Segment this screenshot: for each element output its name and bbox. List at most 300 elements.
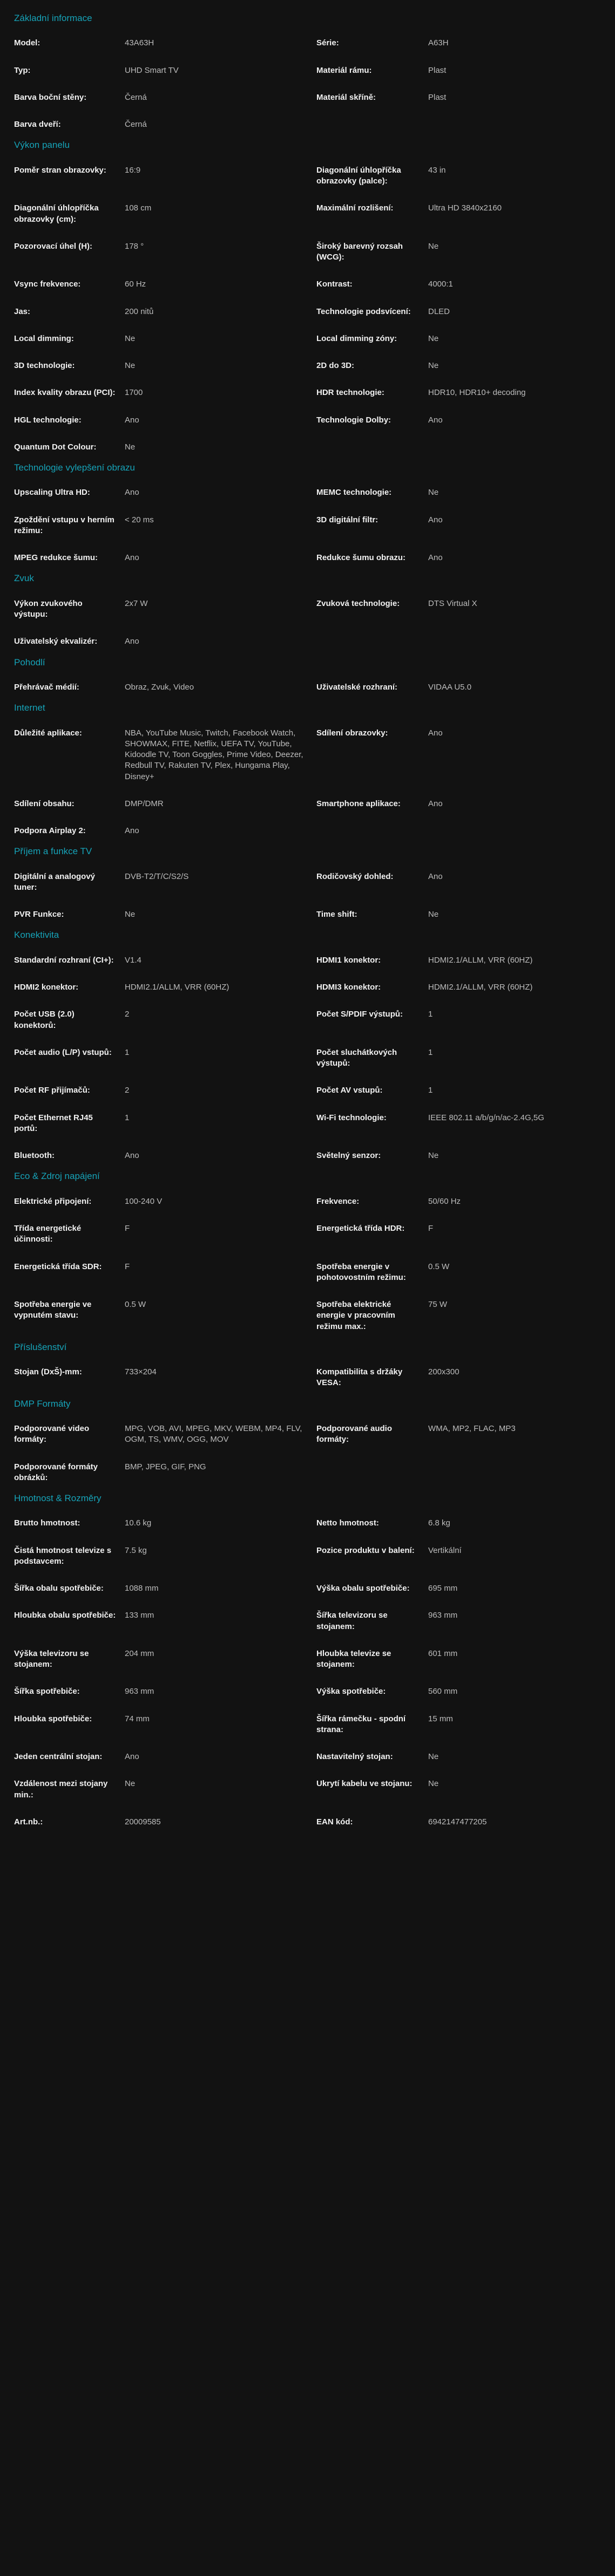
spec-row bbox=[316, 333, 615, 344]
spec-row bbox=[316, 165, 615, 187]
spec-row bbox=[14, 1150, 316, 1161]
spec-row bbox=[14, 487, 316, 498]
spec-rows bbox=[14, 165, 601, 453]
spec-label: Šířka obalu spotřebiče: bbox=[14, 1584, 104, 1593]
spec-value: Ne bbox=[428, 361, 439, 371]
spec-row bbox=[14, 306, 316, 317]
spec-value: 733×204 bbox=[125, 1367, 157, 1377]
spec-label: Digitální a analogový tuner: bbox=[14, 871, 96, 892]
spec-row bbox=[316, 1686, 615, 1697]
spec-value: HDMI2.1/ALLM, VRR (60HZ) bbox=[428, 983, 533, 992]
spec-label: Model: bbox=[14, 38, 40, 48]
spec-row bbox=[14, 1518, 316, 1529]
spec-row bbox=[14, 360, 316, 371]
spec-label: Zvuková technologie: bbox=[316, 598, 400, 608]
spec-label: Vzdálenost mezi stojany min.: bbox=[14, 1779, 108, 1800]
spec-value: 1 bbox=[428, 1047, 433, 1057]
spec-row bbox=[316, 1648, 615, 1671]
section-title: Zvuk bbox=[14, 573, 34, 584]
spec-row bbox=[14, 1648, 316, 1671]
spec-row bbox=[14, 38, 316, 49]
spec-row bbox=[14, 1262, 316, 1284]
spec-rows bbox=[14, 1423, 601, 1483]
spec-label: HDMI3 konektor: bbox=[316, 983, 381, 992]
spec-label: Uživatelské rozhraní: bbox=[316, 682, 398, 692]
spec-rows bbox=[14, 1367, 601, 1389]
spec-row bbox=[316, 487, 615, 498]
spec-row bbox=[316, 1423, 615, 1446]
spec-row bbox=[316, 799, 615, 809]
spec-row bbox=[14, 1047, 316, 1069]
spec-label: PVR Funkce: bbox=[14, 910, 64, 919]
spec-value: 200x300 bbox=[428, 1367, 459, 1377]
spec-section-vykon-panelu bbox=[14, 140, 601, 453]
spec-value: UHD Smart TV bbox=[125, 65, 179, 75]
spec-row bbox=[14, 279, 316, 290]
spec-row bbox=[316, 1262, 615, 1284]
spec-label: Sdílení obsahu: bbox=[14, 799, 75, 808]
spec-label: Zpoždění vstupu v herním režimu: bbox=[14, 515, 114, 535]
spec-rows bbox=[14, 955, 601, 1162]
spec-value: Ano bbox=[125, 488, 139, 498]
spec-label: Pozorovací úhel (H): bbox=[14, 241, 93, 251]
spec-label: Počet audio (L/P) vstupů: bbox=[14, 1047, 112, 1057]
spec-label: Světelný senzor: bbox=[316, 1151, 381, 1161]
spec-label: Pozice produktu v balení: bbox=[316, 1545, 415, 1555]
spec-row bbox=[316, 415, 615, 426]
spec-row bbox=[14, 1113, 316, 1135]
spec-label: Podpora Airplay 2: bbox=[14, 826, 86, 836]
spec-label: Uživatelský ekvalizér: bbox=[14, 637, 98, 646]
spec-row bbox=[14, 1223, 316, 1245]
spec-value: 4000:1 bbox=[428, 280, 453, 289]
spec-value: F bbox=[125, 1224, 130, 1234]
spec-value: 2 bbox=[125, 1086, 130, 1095]
spec-row bbox=[316, 241, 615, 263]
spec-value: DMP/DMR bbox=[125, 799, 164, 808]
spec-label: MEMC technologie: bbox=[316, 488, 392, 498]
spec-value: 10.6 kg bbox=[125, 1518, 152, 1528]
spec-value: 43A63H bbox=[125, 38, 154, 48]
spec-label: Barva boční stěny: bbox=[14, 92, 87, 102]
spec-label: Hloubka obalu spotřebiče: bbox=[14, 1611, 116, 1620]
section-title: DMP Formáty bbox=[14, 1398, 71, 1409]
spec-value: Plast bbox=[428, 92, 447, 102]
spec-row bbox=[316, 1610, 615, 1632]
section-title: Konektivita bbox=[14, 930, 59, 941]
spec-row bbox=[14, 553, 316, 563]
spec-label: Technologie podsvícení: bbox=[316, 306, 411, 316]
spec-value: Ano bbox=[428, 515, 443, 524]
spec-row bbox=[14, 415, 316, 426]
spec-section-pohodli bbox=[14, 657, 601, 693]
spec-value: Ano bbox=[125, 826, 139, 836]
spec-value: Černá bbox=[125, 92, 147, 102]
spec-row bbox=[14, 1610, 316, 1632]
spec-row bbox=[316, 306, 615, 317]
spec-row bbox=[316, 1518, 615, 1529]
spec-section-zakladni-informace bbox=[14, 13, 601, 130]
spec-value: A63H bbox=[428, 38, 449, 48]
section-title: Technologie vylepšení obrazu bbox=[14, 462, 135, 473]
spec-label: HDMI1 konektor: bbox=[316, 955, 381, 965]
spec-row bbox=[14, 1778, 316, 1801]
spec-label: Local dimming zóny: bbox=[316, 333, 397, 343]
spec-label: Podporované audio formáty: bbox=[316, 1424, 393, 1444]
section-title: Příjem a funkce TV bbox=[14, 846, 92, 857]
spec-label: Quantum Dot Colour: bbox=[14, 442, 97, 452]
spec-row bbox=[14, 442, 316, 453]
spec-label: Důležité aplikace: bbox=[14, 728, 82, 738]
spec-value: F bbox=[428, 1224, 434, 1234]
spec-value: 1700 bbox=[125, 388, 143, 398]
spec-row bbox=[14, 1367, 316, 1389]
spec-value: 100-240 V bbox=[125, 1196, 163, 1206]
spec-row bbox=[316, 1009, 615, 1031]
spec-label: Typ: bbox=[14, 65, 31, 75]
spec-label: EAN kód: bbox=[316, 1817, 353, 1827]
spec-label: 3D technologie: bbox=[14, 361, 75, 371]
spec-value: 16:9 bbox=[125, 165, 141, 175]
spec-row bbox=[14, 1752, 316, 1762]
spec-value: 2x7 W bbox=[125, 598, 148, 608]
spec-value: 6.8 kg bbox=[428, 1518, 450, 1528]
spec-value: Ne bbox=[428, 910, 439, 919]
spec-label: Počet AV vstupů: bbox=[316, 1086, 383, 1095]
spec-label: Hloubka televize se stojanem: bbox=[316, 1648, 391, 1669]
spec-label: Stojan (DxŠ)-mm: bbox=[14, 1367, 82, 1377]
spec-row bbox=[14, 1545, 316, 1568]
spec-label: HDMI2 konektor: bbox=[14, 983, 79, 992]
spec-label: Široký barevný rozsah (WCG): bbox=[316, 241, 403, 262]
spec-label: Šířka rámečku - spodní strana: bbox=[316, 1714, 406, 1734]
spec-label: Brutto hmotnost: bbox=[14, 1518, 80, 1528]
spec-row bbox=[316, 598, 615, 621]
spec-section-technologie-vylepseni-obrazu bbox=[14, 462, 601, 563]
spec-row bbox=[14, 203, 316, 225]
spec-value: 1 bbox=[428, 1086, 433, 1095]
spec-value: 0.5 W bbox=[428, 1262, 450, 1271]
spec-label: Jeden centrální stojan: bbox=[14, 1752, 103, 1762]
spec-label: Počet sluchátkových výstupů: bbox=[316, 1047, 397, 1068]
spec-label: Wi-Fi technologie: bbox=[316, 1113, 387, 1122]
spec-row bbox=[316, 279, 615, 290]
spec-rows bbox=[14, 1518, 601, 1828]
spec-value: Ano bbox=[125, 637, 139, 646]
spec-row bbox=[14, 1462, 316, 1484]
spec-row bbox=[316, 515, 615, 537]
spec-label: Podporované formáty obrázků: bbox=[14, 1462, 98, 1482]
spec-row bbox=[14, 241, 316, 263]
spec-value: Ne bbox=[125, 910, 136, 919]
spec-value: Ne bbox=[428, 1151, 439, 1161]
spec-row bbox=[14, 1714, 316, 1736]
spec-value: Ne bbox=[428, 1779, 439, 1789]
spec-value: IEEE 802.11 a/b/g/n/ac-2.4G,5G bbox=[428, 1113, 544, 1122]
spec-value: BMP, JPEG, GIF, PNG bbox=[125, 1462, 206, 1471]
spec-row bbox=[316, 38, 615, 49]
spec-label: Přehrávač médií: bbox=[14, 682, 79, 692]
spec-label: Hloubka spotřebiče: bbox=[14, 1714, 92, 1723]
spec-value: 7.5 kg bbox=[125, 1545, 147, 1555]
spec-value: 601 mm bbox=[428, 1648, 458, 1658]
spec-row bbox=[14, 636, 316, 647]
spec-value: Obraz, Zvuk, Video bbox=[125, 682, 194, 692]
spec-value: 74 mm bbox=[125, 1714, 150, 1723]
spec-value: 560 mm bbox=[428, 1687, 458, 1696]
spec-label: Výška spotřebiče: bbox=[316, 1687, 386, 1696]
spec-section-zvuk bbox=[14, 573, 601, 647]
spec-label: 3D digitální filtr: bbox=[316, 515, 379, 524]
spec-value: Ne bbox=[428, 333, 439, 343]
spec-value: HDMI2.1/ALLM, VRR (60HZ) bbox=[125, 983, 229, 992]
spec-label: Bluetooth: bbox=[14, 1151, 55, 1161]
spec-rows bbox=[14, 682, 601, 693]
spec-label: Počet S/PDIF výstupů: bbox=[316, 1010, 403, 1019]
spec-label: Materiál rámu: bbox=[316, 65, 372, 75]
spec-label: Local dimming: bbox=[14, 333, 74, 343]
spec-row bbox=[14, 598, 316, 621]
spec-label: Rodičovský dohled: bbox=[316, 871, 394, 881]
spec-row bbox=[14, 1686, 316, 1697]
spec-rows bbox=[14, 728, 601, 837]
spec-value: Ano bbox=[428, 871, 443, 881]
spec-label: Šířka televizoru se stojanem: bbox=[316, 1611, 388, 1631]
spec-row bbox=[316, 1367, 615, 1389]
spec-rows bbox=[14, 1196, 601, 1332]
spec-value: HDR10, HDR10+ decoding bbox=[428, 388, 526, 398]
spec-label: Art.nb.: bbox=[14, 1817, 43, 1827]
spec-row bbox=[316, 1085, 615, 1096]
spec-row bbox=[316, 955, 615, 966]
spec-row bbox=[14, 871, 316, 894]
section-title: Příslušenství bbox=[14, 1341, 67, 1352]
spec-label: Technologie Dolby: bbox=[316, 415, 391, 425]
section-title: Základní informace bbox=[14, 13, 92, 23]
spec-value: Ano bbox=[428, 415, 443, 425]
spec-row bbox=[14, 1817, 316, 1828]
spec-label: Smartphone aplikace: bbox=[316, 799, 401, 808]
spec-row bbox=[316, 728, 615, 782]
spec-section-eco-zdroj-napajeni bbox=[14, 1171, 601, 1332]
spec-section-prislusenstvi bbox=[14, 1342, 601, 1389]
spec-value: 963 mm bbox=[125, 1687, 154, 1696]
spec-label: Třída energetické účinnosti: bbox=[14, 1224, 82, 1244]
section-title: Výkon panelu bbox=[14, 140, 70, 151]
spec-row bbox=[316, 65, 615, 76]
spec-value: 963 mm bbox=[428, 1611, 458, 1620]
spec-label: Diagonální úhlopříčka obrazovky (palce): bbox=[316, 165, 401, 186]
spec-row bbox=[14, 1009, 316, 1031]
spec-row bbox=[316, 1113, 615, 1135]
spec-value: WMA, MP2, FLAC, MP3 bbox=[428, 1424, 516, 1434]
spec-label: HDR technologie: bbox=[316, 388, 384, 398]
spec-value: Vertikální bbox=[428, 1545, 462, 1555]
spec-label: Podporované video formáty: bbox=[14, 1424, 90, 1444]
spec-row bbox=[316, 553, 615, 563]
spec-row bbox=[316, 387, 615, 398]
spec-label: Time shift: bbox=[316, 910, 357, 919]
spec-row bbox=[14, 955, 316, 966]
spec-value: 108 cm bbox=[125, 203, 152, 213]
spec-rows bbox=[14, 598, 601, 648]
spec-value: Ano bbox=[125, 1752, 139, 1762]
spec-value: 178 ° bbox=[125, 241, 144, 251]
spec-row bbox=[316, 871, 615, 894]
spec-row bbox=[316, 682, 615, 693]
spec-value: Ano bbox=[428, 799, 443, 808]
spec-value: Ano bbox=[428, 553, 443, 563]
spec-row bbox=[14, 982, 316, 993]
spec-value: VIDAA U5.0 bbox=[428, 682, 472, 692]
spec-value: Ano bbox=[428, 728, 443, 738]
spec-label: Nastavitelný stojan: bbox=[316, 1752, 393, 1762]
spec-row bbox=[316, 92, 615, 103]
spec-value: 0.5 W bbox=[125, 1300, 146, 1310]
spec-row bbox=[316, 982, 615, 993]
spec-row bbox=[316, 1150, 615, 1161]
spec-section-prijem-a-funkce-tv bbox=[14, 846, 601, 920]
spec-value: 204 mm bbox=[125, 1648, 154, 1658]
spec-value: 75 W bbox=[428, 1300, 448, 1310]
spec-label: Elektrické připojení: bbox=[14, 1196, 92, 1206]
spec-label: 2D do 3D: bbox=[316, 361, 355, 371]
spec-label: Spotřeba energie v pohotovostním režimu: bbox=[316, 1262, 406, 1282]
section-title: Pohodlí bbox=[14, 657, 45, 667]
spec-row bbox=[316, 1778, 615, 1801]
spec-row bbox=[316, 1714, 615, 1736]
spec-value: 695 mm bbox=[428, 1584, 458, 1593]
spec-row bbox=[316, 1223, 615, 1245]
spec-label: Materiál skříně: bbox=[316, 92, 376, 102]
spec-label: HGL technologie: bbox=[14, 415, 82, 425]
spec-value: Ne bbox=[428, 488, 439, 498]
spec-label: Diagonální úhlopříčka obrazovky (cm): bbox=[14, 203, 99, 224]
spec-section-konektivita bbox=[14, 930, 601, 1161]
spec-value: Černá bbox=[125, 120, 147, 130]
spec-label: Index kvality obrazu (PCI): bbox=[14, 388, 116, 398]
spec-row bbox=[316, 203, 615, 225]
spec-value: DVB-T2/T/C/S2/S bbox=[125, 871, 189, 881]
spec-label: Jas: bbox=[14, 306, 31, 316]
spec-value: Ultra HD 3840x2160 bbox=[428, 203, 502, 213]
spec-label: Standardní rozhraní (CI+): bbox=[14, 955, 114, 965]
spec-label: Výška obalu spotřebiče: bbox=[316, 1584, 410, 1593]
spec-label: Redukce šumu obrazu: bbox=[316, 553, 406, 563]
spec-section-dmp-formaty bbox=[14, 1399, 601, 1483]
spec-row bbox=[14, 387, 316, 398]
spec-label: Čistá hmotnost televize s podstavcem: bbox=[14, 1545, 112, 1566]
spec-rows bbox=[14, 38, 601, 130]
spec-value: DTS Virtual X bbox=[428, 598, 477, 608]
spec-rows bbox=[14, 871, 601, 921]
spec-value: 1088 mm bbox=[125, 1584, 159, 1593]
spec-label: Netto hmotnost: bbox=[316, 1518, 379, 1528]
spec-row bbox=[316, 1047, 615, 1069]
spec-row bbox=[14, 1085, 316, 1096]
spec-label: MPEG redukce šumu: bbox=[14, 553, 98, 563]
spec-row bbox=[14, 119, 316, 130]
spec-row bbox=[316, 1817, 615, 1828]
spec-label: Energetická třída SDR: bbox=[14, 1262, 102, 1271]
spec-row bbox=[316, 1752, 615, 1762]
spec-value: DLED bbox=[428, 306, 450, 316]
spec-value: < 20 ms bbox=[125, 515, 154, 524]
spec-label: Barva dveří: bbox=[14, 120, 61, 130]
spec-row bbox=[14, 1299, 316, 1332]
spec-label: Ukrytí kabelu ve stojanu: bbox=[316, 1779, 413, 1789]
spec-label: Spotřeba energie ve vypnutém stavu: bbox=[14, 1300, 92, 1320]
spec-row bbox=[14, 92, 316, 103]
spec-row bbox=[14, 515, 316, 537]
spec-label: Spotřeba elektrické energie v pracovním režimu max.: bbox=[316, 1300, 395, 1331]
spec-row bbox=[14, 333, 316, 344]
spec-row bbox=[14, 909, 316, 920]
spec-value: Ano bbox=[125, 553, 139, 563]
spec-row bbox=[316, 1196, 615, 1207]
spec-rows bbox=[14, 487, 601, 563]
section-title: Eco & Zdroj napájení bbox=[14, 1171, 100, 1182]
spec-value: 15 mm bbox=[428, 1714, 453, 1723]
spec-value: 43 in bbox=[428, 165, 446, 175]
spec-row bbox=[14, 1583, 316, 1594]
spec-value: Ne bbox=[125, 361, 136, 371]
spec-value: 1 bbox=[428, 1010, 433, 1019]
spec-row bbox=[316, 1583, 615, 1594]
spec-value: 6942147477205 bbox=[428, 1817, 487, 1827]
spec-value: 2 bbox=[125, 1010, 130, 1019]
spec-value: 60 Hz bbox=[125, 280, 146, 289]
spec-label: Počet RF přijímačů: bbox=[14, 1086, 90, 1095]
section-title: Internet bbox=[14, 703, 45, 713]
spec-label: Kompatibilita s držáky VESA: bbox=[316, 1367, 403, 1388]
spec-value: Ne bbox=[428, 1752, 439, 1762]
spec-row bbox=[14, 682, 316, 693]
spec-value: 50/60 Hz bbox=[428, 1196, 461, 1206]
spec-section-internet bbox=[14, 703, 601, 836]
spec-value: F bbox=[125, 1262, 130, 1271]
spec-label: Kontrast: bbox=[316, 280, 353, 289]
spec-value: Ne bbox=[428, 241, 439, 251]
spec-label: Energetická třída HDR: bbox=[316, 1224, 405, 1234]
spec-label: Počet USB (2.0) konektorů: bbox=[14, 1010, 75, 1030]
spec-row bbox=[316, 1545, 615, 1568]
spec-label: Šířka spotřebiče: bbox=[14, 1687, 80, 1696]
spec-label: Počet Ethernet RJ45 portů: bbox=[14, 1113, 93, 1133]
spec-row bbox=[316, 909, 615, 920]
spec-value: Ne bbox=[125, 442, 136, 452]
spec-label: Poměr stran obrazovky: bbox=[14, 165, 106, 175]
spec-row bbox=[14, 826, 316, 836]
spec-value: HDMI2.1/ALLM, VRR (60HZ) bbox=[428, 955, 533, 965]
spec-label: Upscaling Ultra HD: bbox=[14, 488, 90, 498]
spec-value: Ano bbox=[125, 1151, 139, 1161]
spec-value: Ne bbox=[125, 1779, 136, 1789]
spec-value: Ne bbox=[125, 333, 136, 343]
spec-label: Výkon zvukového výstupu: bbox=[14, 598, 83, 619]
spec-value: 133 mm bbox=[125, 1611, 154, 1620]
spec-row bbox=[14, 65, 316, 76]
spec-row bbox=[316, 1299, 615, 1332]
section-title: Hmotnost & Rozměry bbox=[14, 1493, 102, 1504]
spec-label: Sdílení obrazovky: bbox=[316, 728, 388, 738]
spec-value: Plast bbox=[428, 65, 447, 75]
spec-value: 200 nitů bbox=[125, 306, 154, 316]
spec-row bbox=[316, 360, 615, 371]
spec-value: V1.4 bbox=[125, 955, 141, 965]
spec-value: NBA, YouTube Music, Twitch, Facebook Watch, SHOWMAX, FITE, Netflix, UEFA TV, YouTube, Kidoodle TV, Toon Goggles, Prime Video, Deezer, Redbull TV, Rakuten TV, Plex, Hungama Play, Disney+ bbox=[125, 728, 303, 781]
spec-row bbox=[14, 1196, 316, 1207]
